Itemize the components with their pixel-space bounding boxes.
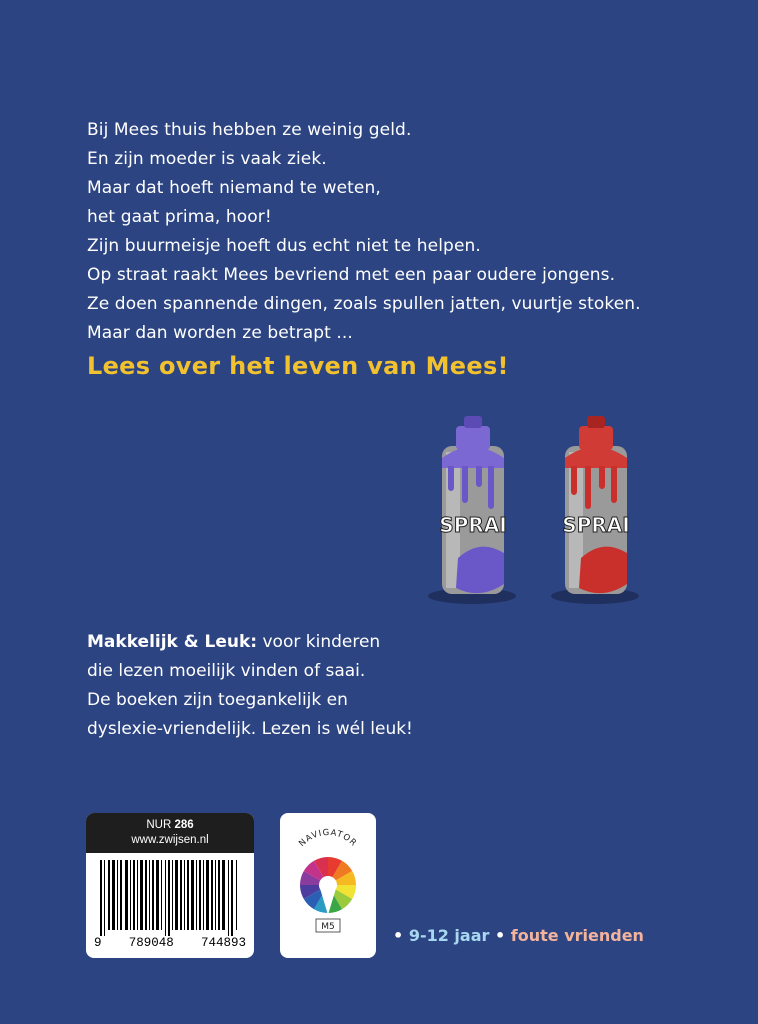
barcode-card <box>86 813 254 958</box>
can-label-left: SPRAI <box>439 513 507 537</box>
barcode-header <box>86 813 254 853</box>
series-line-2: die lezen moeilijk vinden of saai. <box>87 661 366 681</box>
nur-value: 286 <box>174 819 194 831</box>
book-tags <box>393 926 644 945</box>
can-label-right: SPRAI <box>562 513 630 537</box>
blurb-line: Maar dan worden ze betrapt ... <box>87 323 353 343</box>
series-line-1-rest: voor kinderen <box>257 632 381 652</box>
series-line-4: dyslexie-vriendelijk. Lezen is wél leuk! <box>87 719 413 739</box>
series-line-3: De boeken zijn toegankelijk en <box>87 690 348 710</box>
isbn-group-2: 744893 <box>200 936 246 950</box>
isbn-digits <box>94 936 246 950</box>
nur-line <box>86 818 254 833</box>
topic-tag: foute vrienden <box>510 926 644 945</box>
isbn-group-1: 789048 <box>128 936 174 950</box>
navigator-wheel-icon <box>280 813 376 958</box>
age-tag: 9-12 jaar <box>408 926 490 945</box>
series-description <box>87 628 447 744</box>
blurb-line: Op straat raakt Mees bevriend met een paar oudere jongens. <box>87 265 616 285</box>
blurb-line: Bij Mees thuis hebben ze weinig geld. <box>87 120 412 140</box>
nur-label: NUR <box>146 819 172 831</box>
spray-cans-illustration <box>420 408 650 608</box>
purple-spray-can <box>439 416 506 594</box>
blurb-line: Maar dat hoeft niemand te weten, <box>87 178 381 198</box>
blurb-text <box>87 116 707 348</box>
headline: Lees over het leven van Mees! <box>87 352 509 380</box>
navigator-card <box>280 813 376 958</box>
bullet: • <box>494 926 506 945</box>
barcode-icon <box>100 860 240 936</box>
blurb-line: En zijn moeder is vaak ziek. <box>87 149 327 169</box>
blurb-line: Zijn buurmeisje hoeft dus echt niet te helpen. <box>87 236 481 256</box>
spray-cans-svg <box>420 408 650 608</box>
isbn-prefix: 9 <box>94 936 102 950</box>
blurb-line: het gaat prima, hoor! <box>87 207 272 227</box>
series-brand: Makkelijk & Leuk: <box>87 632 258 652</box>
publisher-website: www.zwijsen.nl <box>131 834 209 846</box>
series-line-1 <box>87 628 447 657</box>
bullet: • <box>393 926 404 945</box>
blurb-line: Ze doen spannende dingen, zoals spullen jatten, vuurtje stoken. <box>87 294 641 314</box>
navigator-arc-text: NAVIGATOR <box>297 827 359 849</box>
red-spray-can <box>562 416 629 594</box>
navigator-level: M5 <box>321 922 335 932</box>
